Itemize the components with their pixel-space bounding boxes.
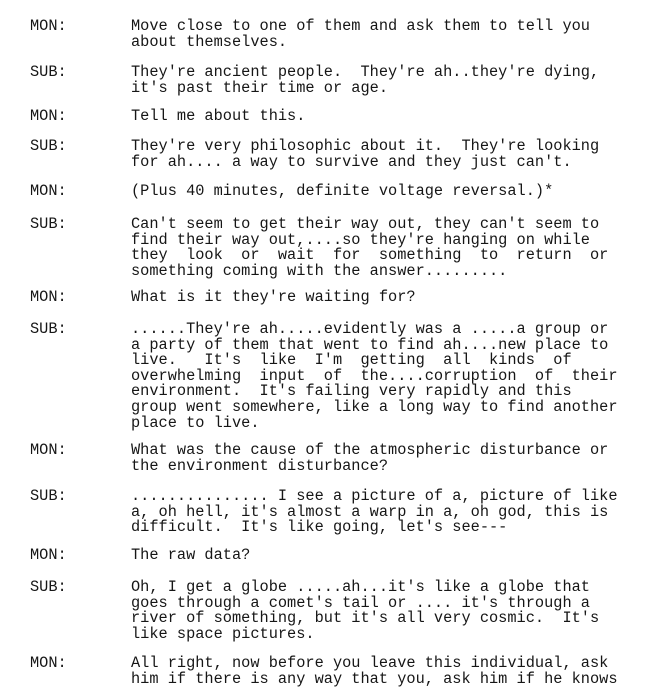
dialogue-line: Can't seem to get their way out, they can't seem to <box>131 215 600 233</box>
dialogue-line: they look or wait for something to return or <box>131 246 609 265</box>
dialogue-line: something coming with the answer......... <box>131 261 508 280</box>
speaker-label: SUB: <box>30 320 67 338</box>
speaker-label: SUB: <box>30 487 67 505</box>
speaker-label: MON: <box>30 182 67 200</box>
dialogue-text <box>131 489 651 536</box>
dialogue-line: a, oh hell, it's almost a warp in a, oh god, this is <box>131 502 609 521</box>
dialogue-line: ............... I see a picture of a, picture of like <box>131 487 618 505</box>
dialogue-line: goes through a comet's tail or .... it's through a <box>131 593 590 612</box>
dialogue-line: environment. It's failing very rapidly and this <box>131 382 572 401</box>
dialogue-line: find their way out,....so they're hanging on while <box>131 230 590 249</box>
dialogue-line: the environment disturbance? <box>131 456 389 475</box>
dialogue-text <box>131 19 651 50</box>
speaker-label: MON: <box>30 441 67 459</box>
speaker-label: MON: <box>30 546 67 564</box>
dialogue-text <box>131 443 651 474</box>
dialogue-line: a party of them that went to find ah....new place to <box>131 335 609 354</box>
dialogue-line: it's past their time or age. <box>131 78 389 97</box>
dialogue-line: live. It's like I'm getting all kinds of <box>131 351 572 370</box>
dialogue-text <box>131 184 651 200</box>
dialogue-line: The raw data? <box>131 546 251 564</box>
dialogue-line: about themselves. <box>131 32 288 51</box>
dialogue-line: like space pictures. <box>131 624 315 643</box>
dialogue-line: ......They're ah.....evidently was a .....a group or <box>131 320 609 338</box>
dialogue-line: him if there is any way that you, ask him if he knows <box>131 669 618 688</box>
dialogue-line: Tell me about this. <box>131 107 306 125</box>
dialogue-line: difficult. It's like going, let's see--- <box>131 518 508 537</box>
dialogue-text <box>131 139 651 170</box>
dialogue-line: What was the cause of the atmospheric disturbance or <box>131 441 609 459</box>
dialogue-text <box>131 580 651 642</box>
dialogue-text <box>131 322 651 431</box>
dialogue-line: Move close to one of them and ask them to tell you <box>131 17 590 35</box>
speaker-label: MON: <box>30 654 67 672</box>
speaker-label: SUB: <box>30 578 67 596</box>
dialogue-line: place to live. <box>131 413 260 432</box>
dialogue-line: What is it they're waiting for? <box>131 288 416 306</box>
dialogue-line: They're very philosophic about it. They're looking <box>131 137 600 155</box>
dialogue-line: They're ancient people. They're ah..they're dying, <box>131 63 600 81</box>
speaker-label: MON: <box>30 17 67 35</box>
dialogue-text <box>131 65 651 96</box>
dialogue-text <box>131 290 651 306</box>
dialogue-text <box>131 109 651 125</box>
dialogue-line: overwhelming input of the....corruption of their <box>131 366 618 385</box>
speaker-label: SUB: <box>30 215 67 233</box>
dialogue-line: river of something, but it's all very cosmic. It's <box>131 609 600 628</box>
dialogue-line: for ah.... a way to survive and they just can't. <box>131 152 572 171</box>
dialogue-text <box>131 656 651 687</box>
speaker-label: SUB: <box>30 63 67 81</box>
dialogue-line: group went somewhere, like a long way to find another <box>131 397 618 416</box>
speaker-label: MON: <box>30 288 67 306</box>
dialogue-line: (Plus 40 minutes, definite voltage reversal.)* <box>131 182 554 200</box>
speaker-label: SUB: <box>30 137 67 155</box>
dialogue-line: All right, now before you leave this individual, ask <box>131 654 609 672</box>
speaker-label: MON: <box>30 107 67 125</box>
dialogue-line: Oh, I get a globe .....ah...it's like a globe that <box>131 578 590 596</box>
dialogue-text <box>131 548 651 564</box>
dialogue-text <box>131 217 651 279</box>
